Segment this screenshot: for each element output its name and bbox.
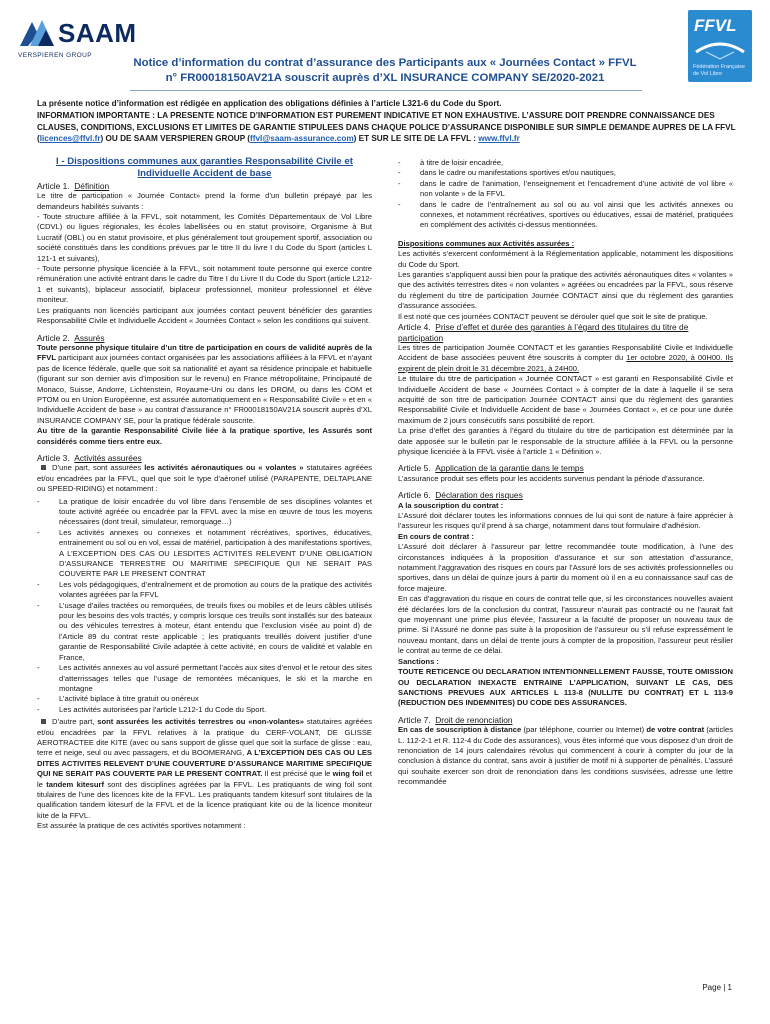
left-column bbox=[37, 156, 372, 832]
article-1-number: Article 1. bbox=[37, 180, 70, 191]
article-7-bold-text: de votre contrat bbox=[646, 725, 705, 735]
list-item: - dans le cadre ou manifestations sportives et/ou nautiques, bbox=[398, 168, 733, 178]
square-bullet-icon bbox=[41, 465, 46, 470]
dispositions-paragraph: Il est noté que ces journées CONTACT peuvent se dérouler quel que soit le site de pratique. bbox=[398, 311, 708, 321]
article-7-paragraph bbox=[398, 725, 733, 787]
article-3-bold-text: wing foil bbox=[332, 769, 364, 779]
title-divider bbox=[130, 90, 642, 91]
article-3-paragraph bbox=[37, 463, 372, 494]
saam-logo-mark-icon bbox=[18, 16, 58, 50]
square-bullet-icon bbox=[41, 719, 46, 724]
article-3-text: statutaires agréées et/ou encadrées par la FFVL, quel que soit le type d’aéronef utilisé (PARAPENTE, DELTAPLANE ou SPEED-RIDING) et notamment : bbox=[37, 463, 372, 494]
article-3-paragraph bbox=[37, 717, 372, 821]
article-2-title: Assurés bbox=[74, 332, 105, 343]
article-7-title: Droit de renonciation bbox=[435, 714, 513, 725]
article-4-paragraph: Le titulaire du titre de participation « Journée CONTACT » est garanti en Responsabilité Civile et Individuelle Accident de base « Journées Contact » à compter de la date à laquelle il se sera acquitté de son titre de participation Journée CONTACT ainsi que du règlement des garanties Responsabilité Civile et Individuelle Accident de base « Journées Contact », et ce pour une durée maximum de 2 jours consécutifs sans possibilité de report. bbox=[398, 374, 733, 425]
article-5-heading bbox=[398, 463, 733, 473]
email-link-licences[interactable]: licences@ffvl.fr bbox=[39, 134, 101, 144]
article-6-paragraph: En cas d’aggravation du risque en cours de contrat telle que, si les circonstances nouvelles avaient été déclarées lors de la conclusion du contrat, l’assureur n’aurait pas contracté ou ne l’aurait fait que moyennant une prime plus élevée, l’assureur a la faculté de proposer un nouveau taux de prime. Si l’Assuré ne donne pas suite à la proposition de l’assureur ou s’il refuse expressément le nouveau montant, dans un délai de trente jours à compter de la proposition, l’assureur peut résilier le contrat au terme de ce délai. bbox=[398, 594, 733, 656]
article-3-bold-text: les activités aéronautiques ou « volantes » bbox=[144, 463, 304, 473]
email-link-saam[interactable]: ffvl@saam-assurance.com bbox=[250, 134, 354, 144]
intro-paragraph-1: La présente notice d’information est rédigée en application des obligations définies à l’article L321-6 du Code du Sport. bbox=[37, 99, 502, 108]
article-2-bold-text: Toute personne physique titulaire d’un titre de participation en cours de validité auprès de la FFVL bbox=[37, 342, 372, 363]
article-4-paragraph: La prise d’effet des garanties à l’égard du titulaire du titre de participation est déterminée par la date apposée sur le bulletin par le responsable de la structure affiliée à la FFVL ou la personne physique licenciée à la FFVL visée à l’article 1 « Définition ». bbox=[398, 426, 733, 456]
article-7-text: (par téléphone, courrier ou Internet) bbox=[521, 725, 647, 735]
saam-logo-text: SAAM bbox=[58, 18, 137, 48]
dispositions-paragraph: Les activités s’exercent conformément à la Réglementation applicable, notamment les dispositions du Code du Sport. bbox=[398, 249, 733, 269]
article-2-text: participant aux journées contact organisées par les associations affiliées à la FFVL et n’ayant pas de licence fédérale, quelle que soit sa nationalité et ayant sa résidence principale et habituelle (figurant sur son dernier avis d’imposition sur le revenu) en France métropolitaine, Principauté de Monaco, Suisse, Andorre, Lichtenstein, Royaume-Uni ou dans les DROM, ou dans les COM et PTOM ou en Union Européenne, est assurée automatiquement en « Responsabilité Civile » et en « Individuelle Accident de base » au contrat d’assurance n° FR00018150AV21A souscrit auprès d’XL INSURANCE COMPANY SE, pour la pratique fédérale souscrite. bbox=[37, 353, 372, 425]
article-2-paragraph bbox=[37, 343, 372, 426]
article-5-number: Article 5. bbox=[398, 463, 431, 474]
ffvl-logo-text: FFVL bbox=[694, 16, 737, 35]
article-4-dates-text: 1er octobre 2020, à 00H00. Ils expirent de plein droit le 31 décembre 2021, à 24H00. bbox=[398, 353, 733, 373]
article-1-paragraph: Les pratiquants non licenciés participant aux journées contact peuvent bénéficier des garanties Responsabilité Civile et Individuelle Accident « Journées Contact » selon les conditions qui suivent. bbox=[37, 305, 372, 326]
list-item: - dans le cadre de l’entraînement au sol ou au vol ainsi que les activités annexes ou connexes, et notamment récréatives, sportives ou éducatives, essai de matériel, pratiquées en complément des activités ci-dessus mentionnées. bbox=[398, 200, 733, 231]
article-3-bold-text: tandem kitesurf bbox=[46, 779, 105, 789]
article-5-title: Application de la garantie dans le temps bbox=[435, 463, 584, 474]
list-item: - La pratique de loisir encadrée du vol libre dans l’ensemble de ses disciplines volantes et toute activité agréée ou encadrée par la FFVL avec la mise en œuvre de tous les moyens nécessaires (dont treuil, simulateur, remorquage…) bbox=[37, 497, 372, 528]
article-4-number: Article 4. bbox=[398, 322, 431, 333]
article-3-text: et le bbox=[37, 769, 372, 789]
article-3-text: D’une part, sont assurées bbox=[52, 463, 145, 473]
article-3-number: Article 3. bbox=[37, 452, 70, 463]
article-5-paragraph: L’assurance produit ses effets pour les accidents survenus pendant la période d’assurance. bbox=[398, 473, 705, 483]
article-6-heading bbox=[398, 490, 733, 500]
saam-logo-subtext: VERSPIEREN GROUP bbox=[18, 52, 92, 59]
article-7-number: Article 7. bbox=[398, 714, 431, 725]
article-3-paragraph: Est assurée la pratique de ces activités sportives notamment : bbox=[37, 821, 246, 831]
article-6-subheading: En cours de contrat : bbox=[398, 531, 474, 541]
article-7-heading bbox=[398, 715, 733, 725]
right-column bbox=[398, 156, 733, 788]
list-item: - L’activité biplace à titre gratuit ou onéreux bbox=[37, 694, 372, 704]
article-6-subheading: A la souscription du contrat : bbox=[398, 500, 504, 510]
article-3-text: sont des disciplines agréées par la FFVL. Les pratiquants de wing foil sont titulaires de l’une des licences kite de la FFVL. Les pratiquants tandem kitesurf sont titulaires de la qualification tandem kitesurf de la FFVL et de la licence pratiquant kite ou de la licence moniteur kite de la FFVL. bbox=[37, 779, 372, 820]
article-4-text: Les titres de participation Journée CONTACT et les garanties Responsabilité Civile et Individuelle Accident de base associées peuvent être souscrits à compter du bbox=[398, 342, 733, 363]
list-item: - Les activités annexes au vol assuré permettant l’accès aux sites d’envol et le retour des sites d’atterrissages telles que l’usage de remontées mécaniques, le ski et la marche en montagne bbox=[37, 663, 372, 694]
article-3-bold-text: sont assurées les activités terrestres ou «non-volantes» bbox=[97, 717, 304, 727]
article-2-heading bbox=[37, 333, 372, 343]
intro-important-text-2: ) OU DE SAAM VERSPIEREN GROUP ( bbox=[100, 134, 251, 144]
ffvl-logo bbox=[688, 10, 752, 82]
website-link-ffvl[interactable]: www.ffvl.fr bbox=[478, 134, 520, 144]
list-item: - Les vols pédagogiques, d’entraînement et de promotion au cours de la pratique des activités volantes agréées par la FFVL bbox=[37, 580, 372, 601]
section-title: I - Dispositions communes aux garanties Responsabilité Civile et Individuelle Accident de base bbox=[56, 156, 353, 180]
article-3-title: Activités assurées bbox=[74, 452, 142, 463]
article-6-number: Article 6. bbox=[398, 490, 431, 501]
article-3-activity-list bbox=[37, 497, 372, 716]
practice-list bbox=[398, 158, 733, 231]
article-6-subheading: Sanctions : bbox=[398, 656, 439, 666]
list-item: - à titre de loisir encadrée, bbox=[398, 158, 733, 168]
intro-paragraph-2 bbox=[37, 110, 737, 144]
article-6-paragraph: L’Assuré doit déclarer toutes les informations connues de lui qui sont de nature à faire apprécier à l’assureur les risques qu’il prend à sa charge, notamment dans tout formulaire d’adhésion. bbox=[398, 511, 733, 531]
article-4-title: Prise d’effet et durée des garanties à l’égard des titulaires du titre de participation bbox=[398, 322, 689, 343]
intro-important-text-3: ) ET SUR LE SITE DE LA FFVL : bbox=[353, 134, 479, 144]
article-2-paragraph: Au titre de la garantie Responsabilité Civile liée à la pratique sportive, les Assurés sont considérés comme tiers entre eux. bbox=[37, 426, 372, 446]
article-3-text: D’autre part, bbox=[52, 717, 98, 727]
article-7-text: (articles L. 112-2-1 et R. 112-4 du Code des assurances), vous êtes informé que vous disposez d’un droit de renonciation de 14 jours calendaires révolus qui commencent à courir à compter du jour de la conclusion à distance du contrat, sans avoir à justifier de motif ni à supporter de pénalités. L’assuré qui souhaite exercer son droit de renonciation dans les conditions susvisées, adresse une lettre recommandée bbox=[398, 725, 733, 787]
article-1-title: Définition bbox=[74, 180, 110, 191]
intro-important-text: INFORMATION IMPORTANTE : LA PRESENTE NOTICE D’INFORMATION EST PUREMENT INDICATIVE ET NON EXHAUSTIVE. L’ASSURE DOIT PRENDRE CONNAISSANCE DES CLAUSES, CONDITIONS, EXCLUSIONS ET LIMITES DE GARANTIE STIPULEES DANS CHAQUE POLICE D’ASSURANCE DISPONIBLE SUR SIMPLE DEMANDE AUPRES DE LA FFVL ( bbox=[37, 111, 736, 144]
article-6-sanctions-text: TOUTE RETICENCE OU DECLARATION INTENTIONNELLEMENT FAUSSE, TOUTE OMISSION OU DECLARATION INEXACTE ENTRAINE L’APPLICATION, SUIVANT LE CAS, DES SANCTIONS PREVUES AUX ARTICLES L 113-8 (NULLITE DU CONTRAT) ET L 113-9 (REDUCTION DES INDEMNITES) DU CODE DES ASSURANCES. bbox=[398, 667, 733, 708]
article-3-text: Il est précisé que le bbox=[262, 769, 333, 779]
document-title-line-2: n° FR00018150AV21A souscrit auprès d’XL INSURANCE COMPANY SE/2020-2021 bbox=[165, 72, 605, 84]
paraglider-wing-icon bbox=[692, 38, 748, 60]
list-item: - L’usage d’ailes tractées ou remorquées, de treuils fixes ou mobiles et de leurs câbles utilisés pour les besoins des vols tractés, y compris lorsque ces treuils sont installés sur des bateaux ou des véhicules terrestres à moteur, étant entendu que l’exclusion visée au point d) de l’Article 89 du contrat reste applicable ; les pratiquants treuillés doivent justifier d’une garantie de Responsabilité Civile adaptée à cette activité, en cours de validité et valable en France, bbox=[37, 601, 372, 663]
page-number: Page | 1 bbox=[702, 983, 732, 992]
article-1-paragraph: Le titre de participation « Journée Contact» prend la forme d’un bulletin prépayé par les demandeurs habilités suivants : bbox=[37, 191, 372, 211]
article-1-heading bbox=[37, 181, 372, 191]
saam-logo bbox=[18, 14, 137, 66]
ffvl-logo-subtext: Fédération Française de Vol Libre bbox=[693, 64, 745, 77]
document-title bbox=[130, 56, 640, 86]
article-1-paragraph: - Toute personne physique licenciée à la FFVL, soit notamment toute personne qui exerce contre rémunération une activité entrant dans le cadre du Titre I du Livre II du Code du Sport (article L212-1 et suivants), biplaceur associatif, biplaceur professionnel, moniteur professionnel et élève moniteur. bbox=[37, 264, 372, 305]
article-3-heading bbox=[37, 453, 372, 463]
dispositions-heading: Dispositions communes aux Activités assurées : bbox=[398, 238, 575, 248]
article-6-title: Déclaration des risques bbox=[435, 490, 523, 501]
document-title-line-1: Notice d’information du contrat d’assurance des Participants aux « Journées Contact » FFVL bbox=[133, 57, 637, 69]
article-1-paragraph: - Toute structure affiliée à la FFVL, soit notamment, les Comités Départementaux de Vol Libre (CDVL) ou ligues régionales, les écoles labellisées ou en statut provisoire, Organisme à But Lucratif (OBL) ou en statut provisoire, et plus généralement tout groupement sportif, association ou société constitués dans les conditions prévues par le titre II du livre I du Code du Sport (articles L 121-1 et suivants), bbox=[37, 212, 372, 263]
article-4-heading bbox=[398, 322, 733, 343]
intro-block bbox=[37, 98, 737, 146]
article-4-paragraph bbox=[398, 343, 733, 374]
article-3-text: statutaires agréées et/ou encadrées par la FFVL relatives à la pratique du CERF-VOLANT, DE GLISSE AEROTRACTEE dite KITE (avec ou sans support de glisse quel que soit la surface de glisse : eau, terre et neige, seul ou avec passagers, et du BOOMERANG, bbox=[37, 717, 372, 758]
list-item: - Les activités autorisées par l’article L212-1 du Code du Sport. bbox=[37, 705, 372, 715]
article-6-paragraph: L’Assuré doit déclarer à l’assureur par lettre recommandée toute modification, à l’une des circonstances indiquées à la proposition d’assurance et sur son attestation d’assurance, notamment l’aggravation des risques en cours par l’Assuré lors de ses activités professionnelles ou sportives, dans un délai de quinze jours à partir du moment où il en a eu connaissance sauf cas de force majeure. bbox=[398, 542, 733, 593]
article-2-number: Article 2. bbox=[37, 332, 70, 343]
article-7-bold-text: En cas de souscription à distance bbox=[398, 725, 522, 735]
dispositions-paragraph: Les garanties s’appliquent aussi bien pour la pratique des activités aéronautiques dites « volantes » que des activités terrestres dites « non volantes » agréées ou encadrées par la FFVL, sous réserve du règlement du titre de participation Journée CONTACT ainsi que du règlement des garanties d’assurance associées. bbox=[398, 270, 733, 311]
list-item: - dans le cadre de l’animation, l’enseignement et l’encadrement d’une activité de vol libre « non volante » de la FFVL bbox=[398, 179, 733, 200]
list-item: - Les activités annexes ou connexes et notamment récréatives, sportives, éducatives, entrainement ou sol ou en vol, essai de matériel, participation à des manifestations sportives, A L’EXCEPTION DES CAS OU LESDITES ACTIVITES RELEVENT D’UNE OBLIGATION D’ASSURANCE TERRESTRE OU MARITIME SPECIFIQUE QUI NE SERAIT PAS COUVERTE PAR LE PRESENT CONTRAT bbox=[37, 528, 372, 580]
article-3-bold-text: A L’EXCEPTION DES CAS OU LES DITES ACTIVITES RELEVENT D’UNE COUVERTURE D’ASSURANCE MARITIME SPECIFIQUE QUI NE SERAIT PAS COUVERTE PAR LE PRESENT CONTRAT. bbox=[37, 748, 372, 779]
